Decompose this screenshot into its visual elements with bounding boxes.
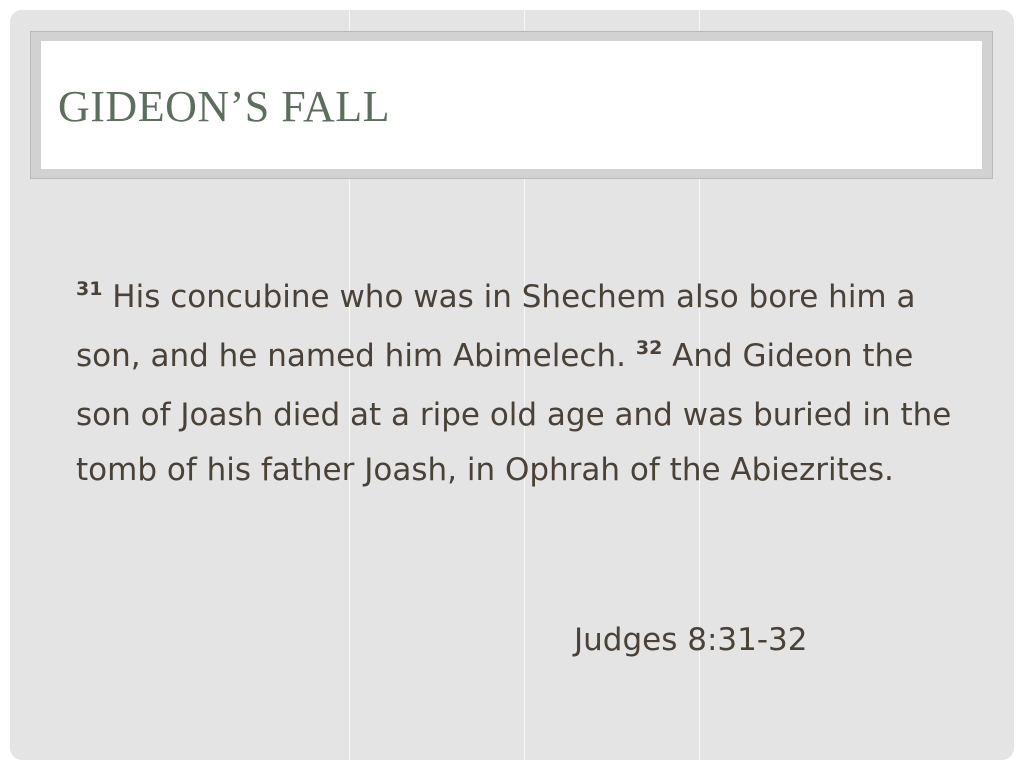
verse-number: 31 — [76, 278, 103, 300]
scripture-reference: Judges 8:31-32 — [574, 622, 808, 658]
title-frame — [30, 31, 993, 179]
verse-number: 32 — [635, 337, 663, 359]
verse-text: His concubine who was in Shechem also bore him a son, and he named him Abimelech. — [76, 279, 916, 374]
verse-text: And Gideon the son of Joash died at a ripe old age and was buried in the tomb of his father Joash, in Ophrah of the Abiezrites. — [76, 338, 952, 488]
slide-title: GIDEON’S FALL — [58, 82, 390, 131]
scripture-passage — [76, 270, 976, 498]
title-box — [41, 41, 982, 169]
slide — [10, 10, 1014, 760]
